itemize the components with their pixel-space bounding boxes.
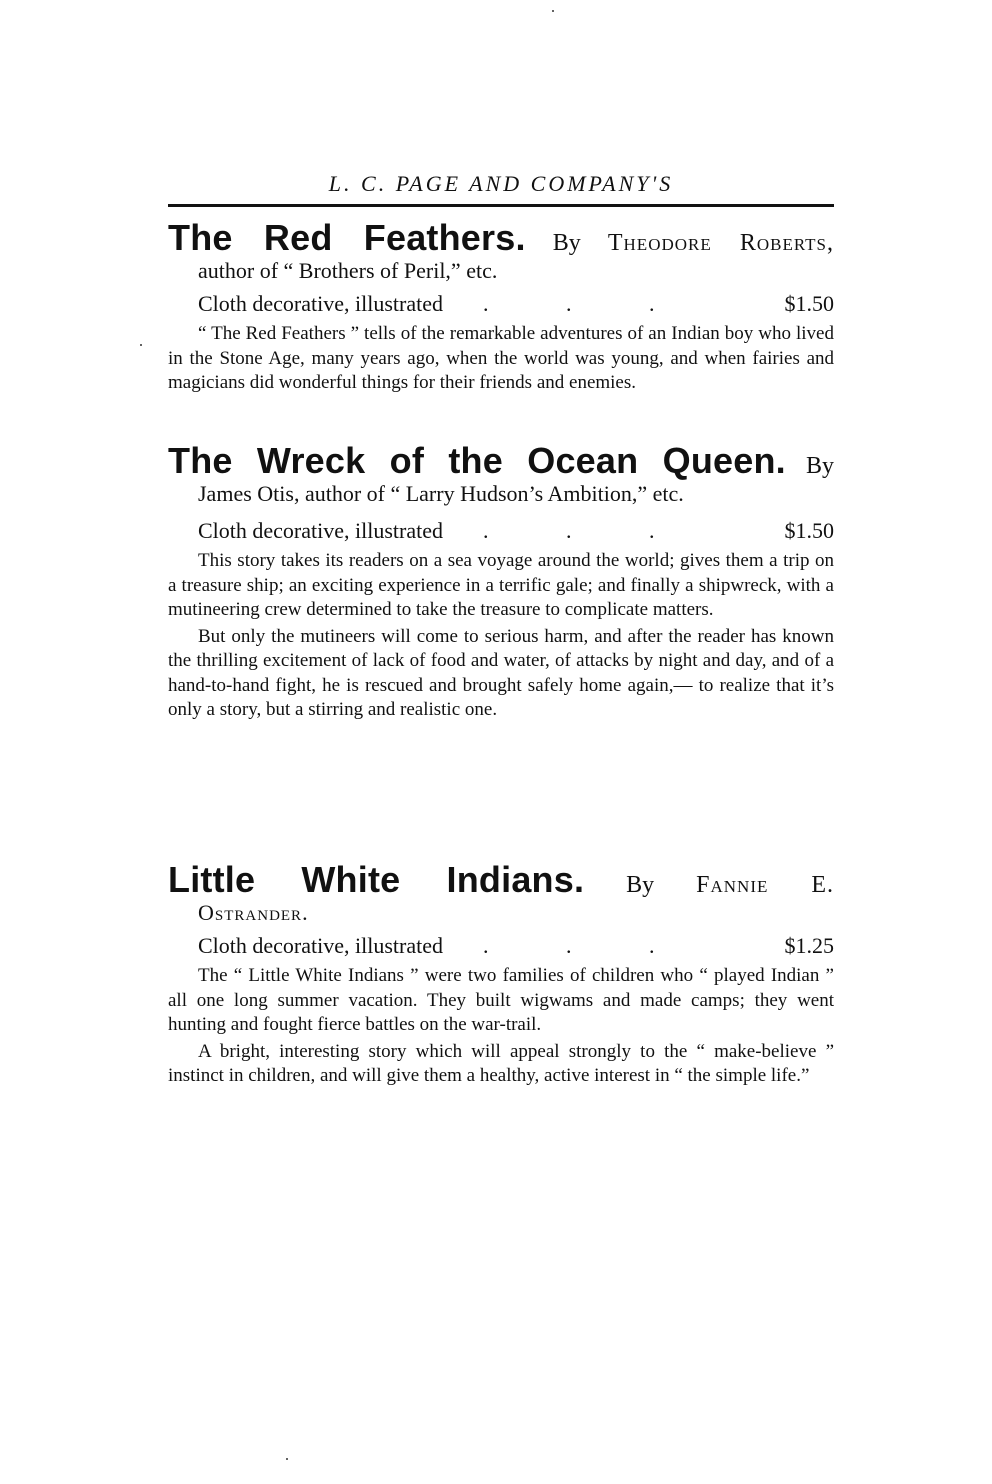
book-title: Little White Indians. (168, 859, 585, 900)
binding-label: Cloth decorative, illustrated (198, 933, 443, 958)
paper-speck (552, 10, 554, 12)
paper-speck (286, 1458, 288, 1460)
page-content (168, 168, 835, 1086)
book-entry-wreck-ocean-queen (168, 440, 835, 723)
description-paragraph: A bright, interesting story which will appeal strongly to the “ make-believe ” instinct in children, and will give them a healthy, active interest in “ the simple life.” (168, 1040, 834, 1086)
by-label: By (626, 872, 655, 898)
leader-dots: . . . (483, 291, 691, 316)
leader-dots: . . . (483, 933, 691, 958)
book-title: The Red Feathers. (168, 217, 526, 258)
by-label: By (806, 453, 835, 479)
author-note: James Otis, author of “ Larry Hudson’s Ambition,” etc. (198, 481, 684, 506)
description-paragraph: This story takes its readers on a sea voyage around the world; gives them a trip on a treasure ship; an exciting experience in a terrific gale; and finally a shipwreck, with a mutineering crew determined to take the treasure to complicate matters. (168, 550, 834, 620)
price: $1.50 (784, 291, 834, 316)
description-paragraph: But only the mutineers will come to serious harm, and after the reader has known the thrilling excitement of lack of food and water, of attacks by night and day, and of a hand-to-hand fight, he is rescued and brought safely home again,— to realize that it’s only a story, but a stirring and realistic one. (168, 625, 834, 720)
description-paragraph: “ The Red Feathers ” tells of the remarkable adventures of an Indian boy who lived in the Stone Age, many years ago, when the world was young, and when fairies and magicians did wonderful things for their friends and enemies. (168, 323, 834, 393)
header-rule (168, 204, 834, 207)
binding-label: Cloth decorative, illustrated (198, 518, 443, 543)
author-name: Fannie E. (696, 872, 835, 898)
binding-label: Cloth decorative, illustrated (198, 291, 443, 316)
entry-title-line (168, 440, 835, 481)
price: $1.50 (784, 518, 834, 543)
price-line (168, 517, 834, 545)
running-head: L. C. PAGE AND COMPANY'S (328, 171, 674, 196)
paper-speck (140, 344, 142, 346)
entry-title-line (168, 217, 835, 258)
price: $1.25 (784, 933, 834, 958)
description-paragraph: The “ Little White Indians ” were two families of children who “ played Indian ” all one long summer vacation. They built wigwams and made camps; they went hunting and fought fierce battles on the war-trail. (168, 965, 834, 1035)
author-name: Theodore Roberts, (607, 230, 835, 256)
price-line (168, 932, 834, 960)
author-note: author of “ Brothers of Peril,” etc. (198, 258, 498, 283)
leader-dots: . . . (483, 518, 691, 543)
book-entry-little-white-indians (168, 859, 835, 1089)
book-entry-red-feathers (168, 217, 835, 396)
price-line (168, 290, 834, 318)
author-note: Ostrander. (198, 900, 309, 925)
by-label: By (552, 230, 581, 256)
entry-title-line (168, 859, 835, 900)
book-title: The Wreck of the Ocean Queen. (168, 440, 786, 481)
